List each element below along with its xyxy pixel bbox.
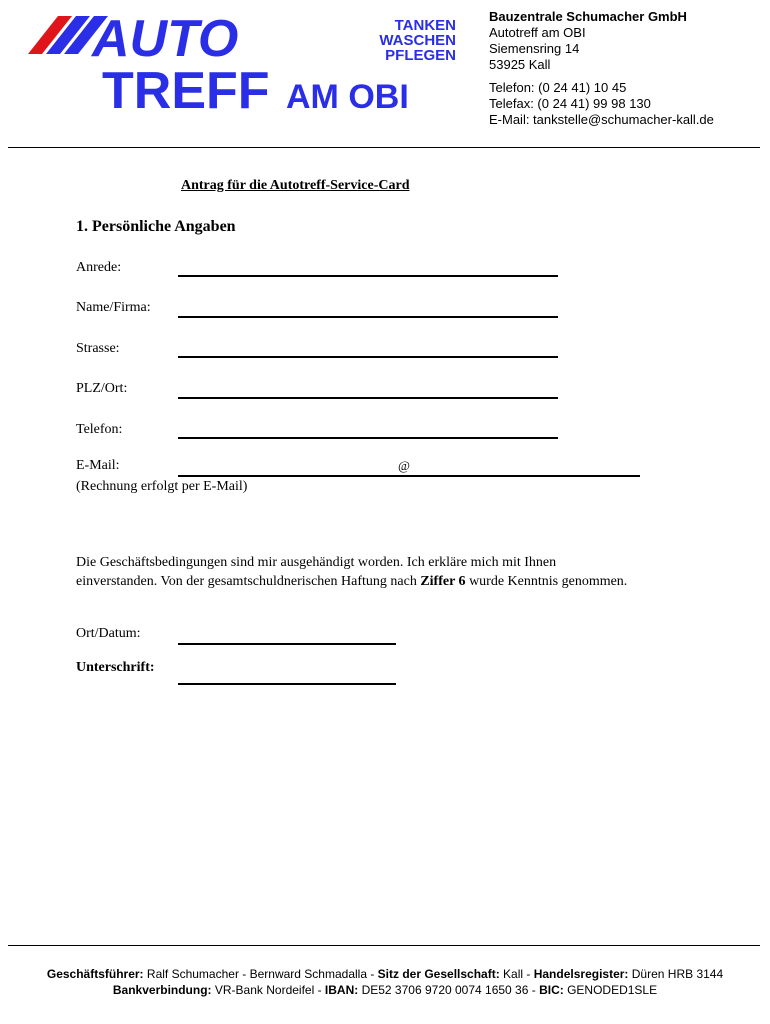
- footer-bic-label: BIC:: [539, 983, 564, 997]
- footer-sitz-label: Sitz der Gesellschaft:: [377, 967, 500, 981]
- unterschrift-field[interactable]: [178, 683, 396, 685]
- company-fax: Telefax: (0 24 41) 99 98 130: [489, 96, 651, 111]
- section-heading: 1. Persönliche Angaben: [76, 218, 236, 235]
- logo-slogan-1: TANKEN: [394, 17, 456, 34]
- footer-sitz-value: Kall -: [499, 967, 534, 981]
- strasse-field[interactable]: [178, 356, 558, 358]
- footer-bank-label: Bankverbindung:: [112, 983, 212, 997]
- email-note: (Rechnung erfolgt per E-Mail): [76, 479, 248, 494]
- email-field[interactable]: [178, 475, 640, 477]
- footer-gf-value: Ralf Schumacher - Bernward Schmadalla -: [143, 967, 378, 981]
- company-address-line-1: Autotreff am OBI: [489, 25, 586, 40]
- ort-datum-field[interactable]: [178, 643, 396, 645]
- name-field[interactable]: [178, 316, 558, 318]
- logo-auto-text: AUTO: [92, 12, 239, 68]
- email-label: E-Mail:: [76, 458, 120, 473]
- logo-slogan-2: WASCHEN: [379, 32, 456, 49]
- name-label: Name/Firma:: [76, 300, 151, 315]
- terms-paragraph: [76, 553, 636, 591]
- company-phone: Telefon: (0 24 41) 10 45: [489, 80, 627, 95]
- telefon-label: Telefon:: [76, 422, 123, 437]
- plz-ort-label: PLZ/Ort:: [76, 381, 128, 396]
- autotreff-logo: [28, 12, 468, 112]
- logo-am-obi-text: AM OBI: [286, 78, 409, 112]
- footer-line-2: [0, 982, 770, 999]
- ort-datum-label: Ort/Datum:: [76, 626, 141, 641]
- company-email: E-Mail: tankstelle@schumacher-kall.de: [489, 112, 714, 127]
- telefon-field[interactable]: [178, 437, 558, 439]
- company-address-line-2: Siemensring 14: [489, 41, 580, 56]
- company-name: Bauzentrale Schumacher GmbH: [489, 9, 687, 24]
- plz-ort-field[interactable]: [178, 397, 558, 399]
- footer-hr-label: Handelsregister:: [533, 967, 629, 981]
- strasse-label: Strasse:: [76, 341, 120, 356]
- footer-bic-value: GENODED1SLE: [563, 983, 658, 997]
- footer-bank-value: VR-Bank Nordeifel -: [211, 983, 325, 997]
- logo-slogan-3: PFLEGEN: [385, 47, 456, 64]
- footer-divider: [8, 945, 760, 946]
- anrede-field[interactable]: [178, 275, 558, 277]
- footer-gf-label: Geschäftsführer:: [46, 967, 144, 981]
- company-address-line-3: 53925 Kall: [489, 57, 551, 72]
- anrede-label: Anrede:: [76, 260, 122, 275]
- logo-treff-text: TREFF: [102, 62, 270, 112]
- form-title: Antrag für die Autotreff-Service-Card: [181, 178, 410, 193]
- footer-iban-value: DE52 3706 9720 0074 1650 36 -: [358, 983, 540, 997]
- email-at-sign: @: [398, 458, 410, 473]
- header-divider: [8, 147, 760, 148]
- footer-iban-label: IBAN:: [324, 983, 359, 997]
- terms-text-2: wurde Kenntnis genommen.: [465, 574, 628, 589]
- terms-clause-reference: Ziffer 6: [420, 574, 466, 589]
- unterschrift-label: Unterschrift:: [76, 660, 155, 675]
- terms-text-1: Die Geschäftsbedingungen sind mir ausgehändigt worden. Ich erkläre mich mit Ihnen einverstanden. Von der gesamtschuldnerischen Haftung nach: [76, 555, 557, 589]
- footer-line-1: [0, 966, 770, 983]
- footer-hr-value: Düren HRB 3144: [628, 967, 724, 981]
